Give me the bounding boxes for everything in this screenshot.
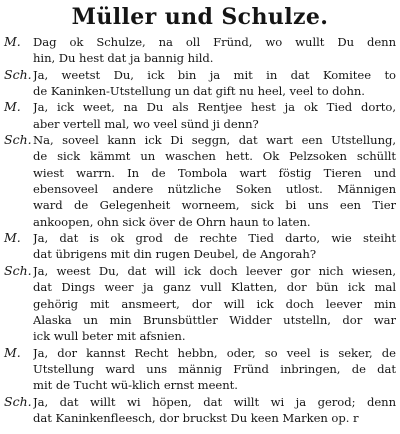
dialogue-entry — [4, 34, 396, 67]
speaker-label: M. — [4, 34, 21, 49]
speech-line: dat Kaninkenfleesch, dor bruckst Du keen Marken op. r — [33, 410, 359, 425]
speech-line: aber vertell mal, wo veel sünd ji denn? — [33, 116, 259, 131]
speech-text — [33, 34, 396, 67]
speech-line: Utstellung ward uns männig Fründ inbringen, de dat — [33, 361, 396, 376]
speech-text — [33, 394, 396, 427]
speech-line: Ja, dor kannst Recht hebbn, oder, so veel is seker, de — [33, 345, 396, 360]
speech-text — [33, 132, 396, 230]
speaker-label: Sch. — [4, 393, 32, 409]
dialogue-entry — [4, 345, 396, 394]
dialogue — [4, 34, 396, 426]
speech-line: Ja, dat is ok grod de rechte Tied darto, wie steiht — [33, 231, 396, 246]
speech-line: ward de Gelegenheit worneem, sick bi uns een Tier — [33, 198, 396, 213]
dialogue-entry — [4, 99, 396, 132]
speaker-label: M. — [4, 230, 21, 246]
speech-line: Alaska un min Brunsbüttler Widder utstelln, dor war — [33, 312, 396, 327]
speaker-label: Sch. — [4, 262, 32, 278]
speech-text — [33, 99, 396, 132]
speech-line: Dag ok Schulze, na oll Fründ, wo wullt Du denn — [33, 35, 396, 49]
speaker-label: Sch. — [4, 132, 32, 148]
dialogue-entry — [4, 132, 396, 230]
speech-text — [33, 230, 396, 263]
speech-line: Ja, weetst Du, ick bin ja mit in dat Komitee to — [33, 67, 396, 82]
speech-line: ebensoveel andere nützliche Soken utlost. Männigen — [33, 182, 396, 197]
speaker-label: M. — [4, 99, 21, 115]
page-title: Müller und Schulze. — [71, 4, 329, 30]
dialogue-entry — [4, 394, 396, 427]
speech-line: Na, soveel kann ick Di seggn, dat wart een Utstellung, — [33, 133, 396, 148]
speech-line: wiest warrn. In de Tombola wart föstig Tieren und — [33, 165, 396, 180]
speech-line: gehörig mit ansmeert, dor will ick doch leever min — [33, 296, 396, 311]
speech-line: Ja, ick weet, na Du als Rentjee hest ja ok Tied dorto, — [33, 100, 396, 115]
dialogue-entry — [4, 67, 396, 100]
speech-line: ankoopen, ohn sick över de Ohrn haun to laten. — [33, 214, 311, 229]
speech-text — [33, 345, 396, 394]
speech-line: hin, Du hest dat ja bannig hild. — [33, 51, 214, 66]
speech-line: mit de Tucht wü-klich ernst meent. — [33, 378, 238, 393]
speech-line: ick wull beter mit afsnien. — [33, 329, 186, 344]
dialogue-entry — [4, 263, 396, 345]
speech-text — [33, 263, 396, 345]
speech-line: de Kaninken-Utstellung un dat gift nu heel, veel to dohn. — [33, 84, 365, 99]
dialogue-entry — [4, 230, 396, 263]
speech-text — [33, 67, 396, 100]
speaker-label: Sch. — [4, 66, 32, 82]
speaker-label: M. — [4, 344, 21, 360]
speech-line: Ja, dat willt wi höpen, dat willt wi ja gerod; denn — [33, 394, 396, 409]
speech-line: dat übrigens mit din rugen Deubel, de Angorah? — [33, 247, 317, 262]
speech-line: de sick kämmt un waschen hett. Ok Pelzsoken schüllt — [33, 149, 396, 164]
speech-line: dat Dings weer ja ganz vull Klatten, dor bün ick mal — [33, 280, 396, 295]
speech-line: Ja, weest Du, dat will ick doch leever gor nich wiesen, — [33, 263, 396, 278]
